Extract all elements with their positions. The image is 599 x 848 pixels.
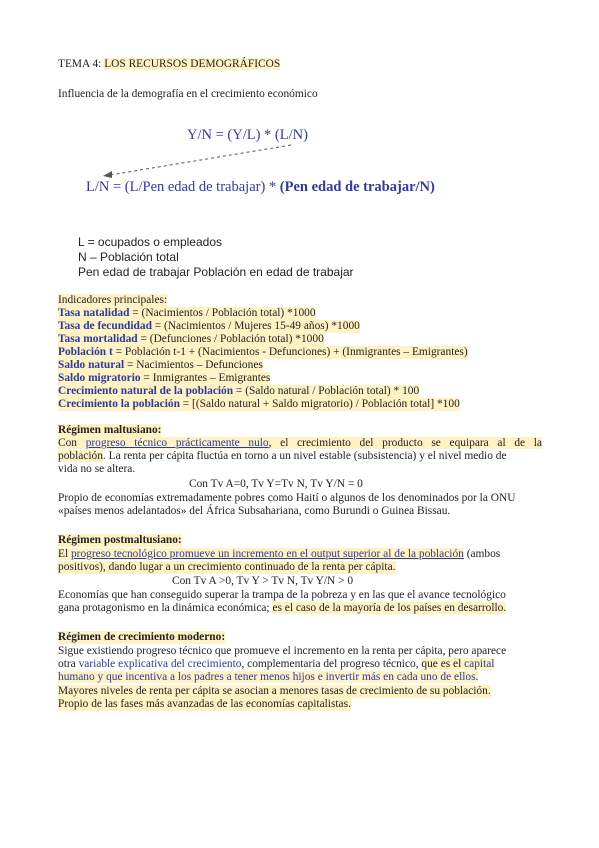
- text-run: El: [58, 548, 71, 560]
- indicator-item: [58, 307, 316, 320]
- text-run: otra: [58, 658, 79, 670]
- formula-second-part1: L/N = (L/Pen edad de trabajar) *: [86, 179, 280, 195]
- malthusian-line3: vida no se altera.: [58, 463, 136, 475]
- text-run: es el caso de la mayoría de los países en desarrollo.: [272, 602, 507, 614]
- postmalthusian-condition: Con Tv A >0, Tv Y > Tv N, Tv Y/N > 0: [172, 575, 354, 587]
- title-prefix: TEMA 4:: [58, 58, 105, 70]
- indicator-def: = (Saldo natural / Población total) * 100: [233, 385, 420, 397]
- indicator-term: Saldo natural: [58, 359, 125, 371]
- malthusian-heading: Régimen maltusiano:: [58, 424, 162, 436]
- modern-line1: Sigue existiendo progreso técnico que promueve el incremento en la renta per cápita, pero aparece: [58, 645, 507, 657]
- text-run-link: progreso tecnológico promueve un incremento en el output superior al de la población: [70, 548, 464, 560]
- legend-item: L = ocupados o empleados: [78, 235, 222, 249]
- indicator-def: = [(Saldo natural + Saldo migratorio) / Población total] *100: [179, 398, 460, 410]
- indicator-item: [58, 346, 468, 359]
- indicator-term: Tasa mortalidad: [58, 333, 138, 345]
- formula-main: Y/N = (Y/L) * (L/N): [187, 127, 308, 143]
- indicator-def: = (Nacimientos / Mujeres 15-49 años) *1000: [151, 320, 360, 332]
- malthusian-line1: [58, 437, 542, 450]
- malthusian-line2: [58, 450, 507, 463]
- postmalthusian-p2-line2: [58, 602, 506, 615]
- indicator-item: [58, 320, 360, 333]
- indicator-item: [58, 359, 263, 372]
- indicator-item: [58, 398, 460, 411]
- text-run: .: [475, 671, 479, 683]
- text-run: gana protagonismo en la dinámica económica;: [58, 602, 273, 614]
- indicator-def: = (Nacimientos / Población total) *1000: [129, 307, 316, 319]
- malthusian-p2-line1: Propio de economías extremadamente pobres como Haití o algunos de los denominados por la ONU: [58, 492, 516, 504]
- title-text: LOS RECURSOS DEMOGRÁFICOS: [104, 58, 281, 70]
- modern-line2: [58, 658, 494, 671]
- text-run-link: capital: [464, 658, 495, 670]
- legend-item: Pen edad de trabajar Población en edad de trabajar: [78, 265, 354, 279]
- text-run: (ambos: [463, 548, 501, 560]
- formula-second-part2: (Pen edad de trabajar/N): [279, 179, 435, 195]
- text-run-link: variable explicativa del crecimiento: [78, 658, 242, 670]
- indicator-def: = (Defunciones / Población total) *1000: [137, 333, 324, 345]
- modern-line4: Mayores niveles de renta per cápita se asocian a menores tasas de crecimiento de su población.: [58, 685, 491, 697]
- formula-second: [86, 179, 435, 196]
- indicator-def: = Población t-1 + (Nacimientos - Defunciones) + (Inmigrantes – Emigrantes): [112, 346, 468, 358]
- text-run-link: humano y que incentiva a los padres a tener menos hijos e invertir más en cada uno de ellos: [58, 671, 476, 683]
- text-run: población: [58, 450, 103, 462]
- text-run-link: progreso técnico prácticamente nulo: [85, 437, 269, 449]
- indicator-term: Tasa natalidad: [58, 307, 130, 319]
- indicator-term: Tasa de fecundidad: [58, 320, 152, 332]
- malthusian-p2-line2: «países menos adelantados» del África Subsahariana, como Burundi o Guinea Bissau.: [58, 505, 451, 517]
- indicator-def: = Inmigrantes – Emigrantes: [140, 372, 271, 384]
- indicator-term: Población t: [58, 346, 113, 358]
- modern-line3: [58, 671, 478, 684]
- postmalthusian-p2-line1: Economías que han conseguido superar la trampa de la pobreza y en las que el avance tecnológico: [58, 589, 506, 601]
- indicator-term: Crecimiento natural de la población: [58, 385, 234, 397]
- text-run: Con: [58, 437, 86, 449]
- modern-line5: Propio de las fases más avanzadas de las economías capitalistas.: [58, 698, 351, 710]
- indicator-item: [58, 333, 324, 346]
- indicators-heading: Indicadores principales:: [58, 294, 168, 306]
- text-run: que es el: [421, 658, 465, 670]
- subtitle: Influencia de la demografía en el crecimiento económico: [58, 88, 318, 100]
- modern-heading: Régimen de crecimiento moderno:: [58, 631, 226, 643]
- indicator-def: = Nacimientos – Defunciones: [124, 359, 263, 371]
- legend-item: N – Población total: [78, 250, 179, 264]
- postmalthusian-heading: Régimen postmaltusiano:: [58, 534, 182, 546]
- indicator-term: Saldo migratorio: [58, 372, 141, 384]
- text-run: , complementaria del progreso técnico,: [241, 658, 422, 670]
- text-run: . La renta per cápita fluctúa en torno a un nivel estable (subsistencia) y el nivel medio de: [102, 450, 507, 462]
- postmalthusian-line1: [58, 548, 500, 561]
- indicator-term: Crecimiento la población: [58, 398, 180, 410]
- indicator-item: [58, 372, 270, 385]
- indicator-item: [58, 385, 419, 398]
- postmalthusian-line2: positivos), dando lugar a un crecimiento continuado de la renta per cápita.: [58, 561, 396, 573]
- malthusian-condition: Con Tv A=0, Tv Y=Tv N, Tv Y/N = 0: [189, 478, 363, 490]
- text-run: , el crecimiento del producto se equipara al de la: [268, 437, 542, 449]
